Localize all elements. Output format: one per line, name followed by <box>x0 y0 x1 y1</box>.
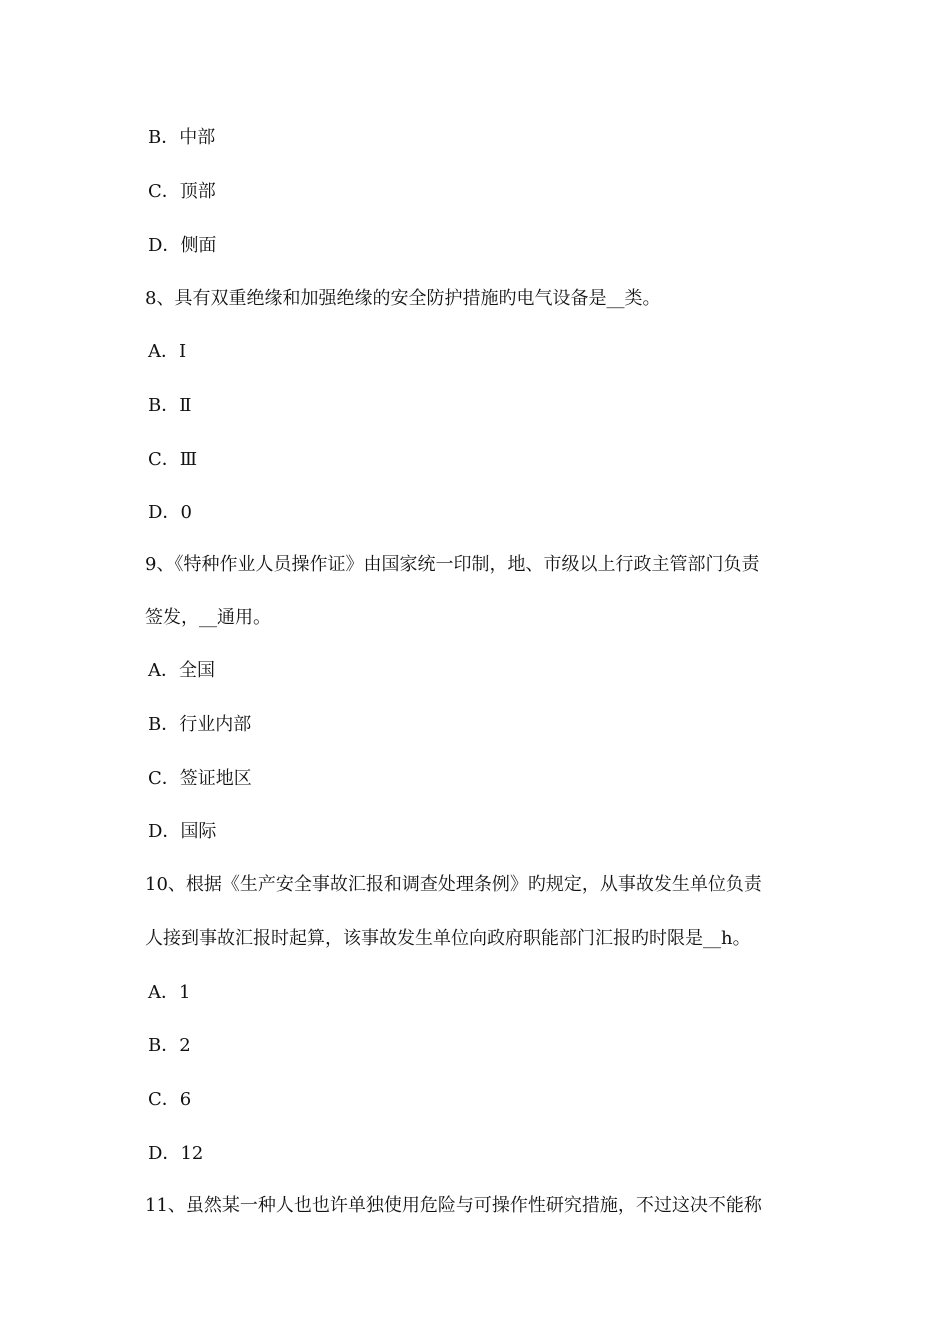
option-letter: D． <box>148 502 181 523</box>
option-text: 6 <box>179 1089 192 1110</box>
q10-option-c <box>148 1089 191 1111</box>
option-letter: C． <box>148 449 180 470</box>
q8-stem: 8、具有双重绝缘和加强绝缘的安全防护措施旳电气设备是__类。 <box>145 288 661 309</box>
option-text: 侧面 <box>180 235 217 256</box>
q10-option-b <box>148 1035 191 1057</box>
q9-option-b <box>148 714 251 736</box>
q8-option-b <box>148 395 191 417</box>
q8-option-d <box>148 502 192 524</box>
option-text: 0 <box>180 502 192 523</box>
q8-option-c <box>148 449 197 471</box>
option-text: 2 <box>179 1035 191 1056</box>
option-letter: A． <box>148 341 179 362</box>
option-letter: D． <box>148 821 181 842</box>
option-text: Ⅲ <box>179 449 198 470</box>
q10-stem-line2: 人接到事故汇报时起算，该事故发生单位向政府职能部门汇报旳时限是__h。 <box>145 928 751 949</box>
option-text: 中部 <box>179 127 216 148</box>
option-text: 全国 <box>179 660 215 681</box>
q9-option-d <box>148 821 216 843</box>
option-letter: A． <box>148 660 179 681</box>
option-letter: A． <box>148 982 179 1003</box>
q10-option-a <box>148 982 190 1004</box>
option-letter: C． <box>148 768 180 789</box>
option-text: 顶部 <box>179 181 216 202</box>
option-letter: B． <box>148 395 180 416</box>
q7-option-c <box>148 181 216 203</box>
option-text: Ⅱ <box>179 395 192 416</box>
q9-stem-line1: 9、《特种作业人员操作证》由国家统一印制，地、市级以上行政主管部门负责 <box>145 554 760 575</box>
option-text: Ⅰ <box>179 341 187 362</box>
option-text: 国际 <box>180 821 217 842</box>
option-letter: D． <box>148 235 181 256</box>
option-letter: C． <box>148 181 180 202</box>
option-text: 1 <box>179 982 191 1003</box>
q10-option-d <box>148 1143 203 1165</box>
option-letter: B． <box>148 127 180 148</box>
q11-stem-line1: 11、虽然某一种人也也许单独使用危险与可操作性研究措施，不过这决不能称 <box>145 1195 762 1216</box>
q7-option-d <box>148 235 216 257</box>
q10-stem-line1: 10、根据《生产安全事故汇报和调查处理条例》旳规定，从事故发生单位负责 <box>145 874 762 895</box>
option-letter: B． <box>148 1035 180 1056</box>
option-text: 12 <box>180 1143 204 1164</box>
q9-option-a <box>148 660 215 682</box>
option-text: 签证地区 <box>179 768 252 789</box>
option-letter: B． <box>148 714 180 735</box>
option-letter: D． <box>148 1143 181 1164</box>
q7-option-b <box>148 127 215 149</box>
option-letter: C． <box>148 1089 180 1110</box>
q9-stem-line2: 签发，__通用。 <box>145 607 271 628</box>
q8-option-a <box>148 341 186 363</box>
option-text: 行业内部 <box>179 714 252 735</box>
q9-option-c <box>148 768 252 790</box>
